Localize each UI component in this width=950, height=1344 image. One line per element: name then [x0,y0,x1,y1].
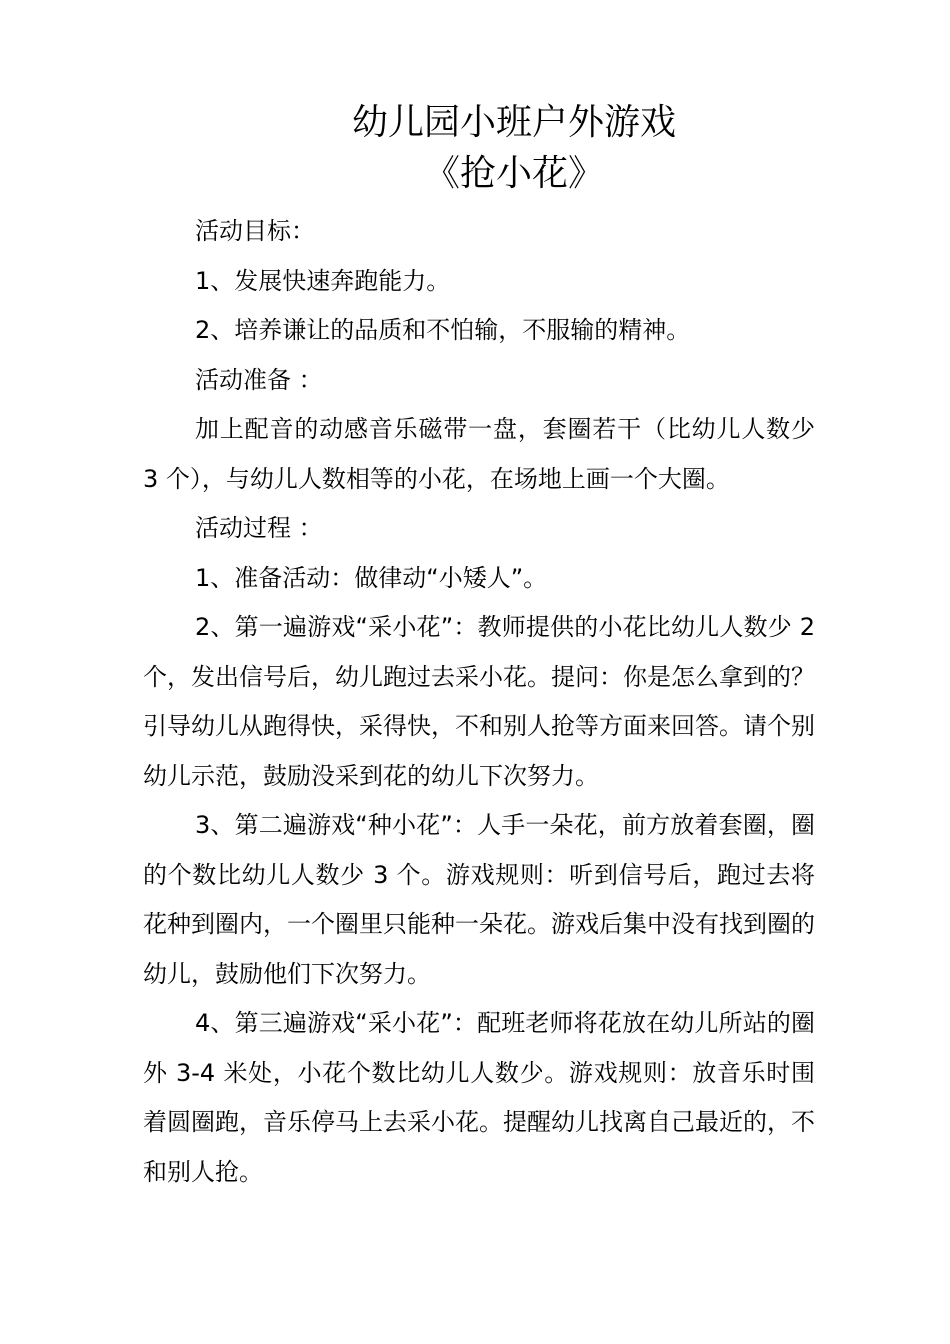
process-step-2: 2、第一遍游戏“采小花”：教师提供的小花比幼儿人数少 2 个，发出信号后，幼儿跑过去采小花。提问：你是怎么拿到的？引导幼儿从跑得快，采得快，不和别人抢等方面来回答。请个别幼儿示范，鼓励没采到花的幼儿下次努力。 [143,613,815,790]
section-heading-goals: 活动目标： [195,217,315,245]
section-heading-process: 活动过程 ： [195,514,323,542]
document-subtitle: 《抢小花》 [423,153,604,194]
section-heading-preparation: 活动准备 ： [195,365,323,394]
document-body [143,207,815,1197]
process-step-3: 3、第二遍游戏“种小花”：人手一朵花，前方放着套圈，圈的个数比幼儿人数少 3 个。游戏规则：听到信号后，跑过去将花种到圈内，一个圈里只能种一朵花。游戏后集中没有找到圈的幼儿，鼓励他们下次努力。 [143,811,815,988]
preparation-text: 加上配音的动感音乐磁带一盘，套圈若干（比幼儿人数少 3 个），与幼儿人数相等的小花，在场地上画一个大圈。 [143,415,815,493]
document-title: 幼儿园小班户外游戏 [351,102,676,143]
goal-item-2: 2、培养谦让的品质和不怕输，不服输的精神。 [195,316,691,344]
process-step-4: 4、第三遍游戏“采小花”：配班老师将花放在幼儿所站的圈外 3-4 米处，小花个数比幼儿人数少。游戏规则：放音乐时围着圆圈跑，音乐停马上去采小花。提醒幼儿找离自己最近的，不和别人抢。 [143,1009,815,1186]
goal-item-1: 1、发展快速奔跑能力。 [195,266,451,295]
process-step-1: 1、准备活动：做律动“小矮人”。 [195,563,548,592]
